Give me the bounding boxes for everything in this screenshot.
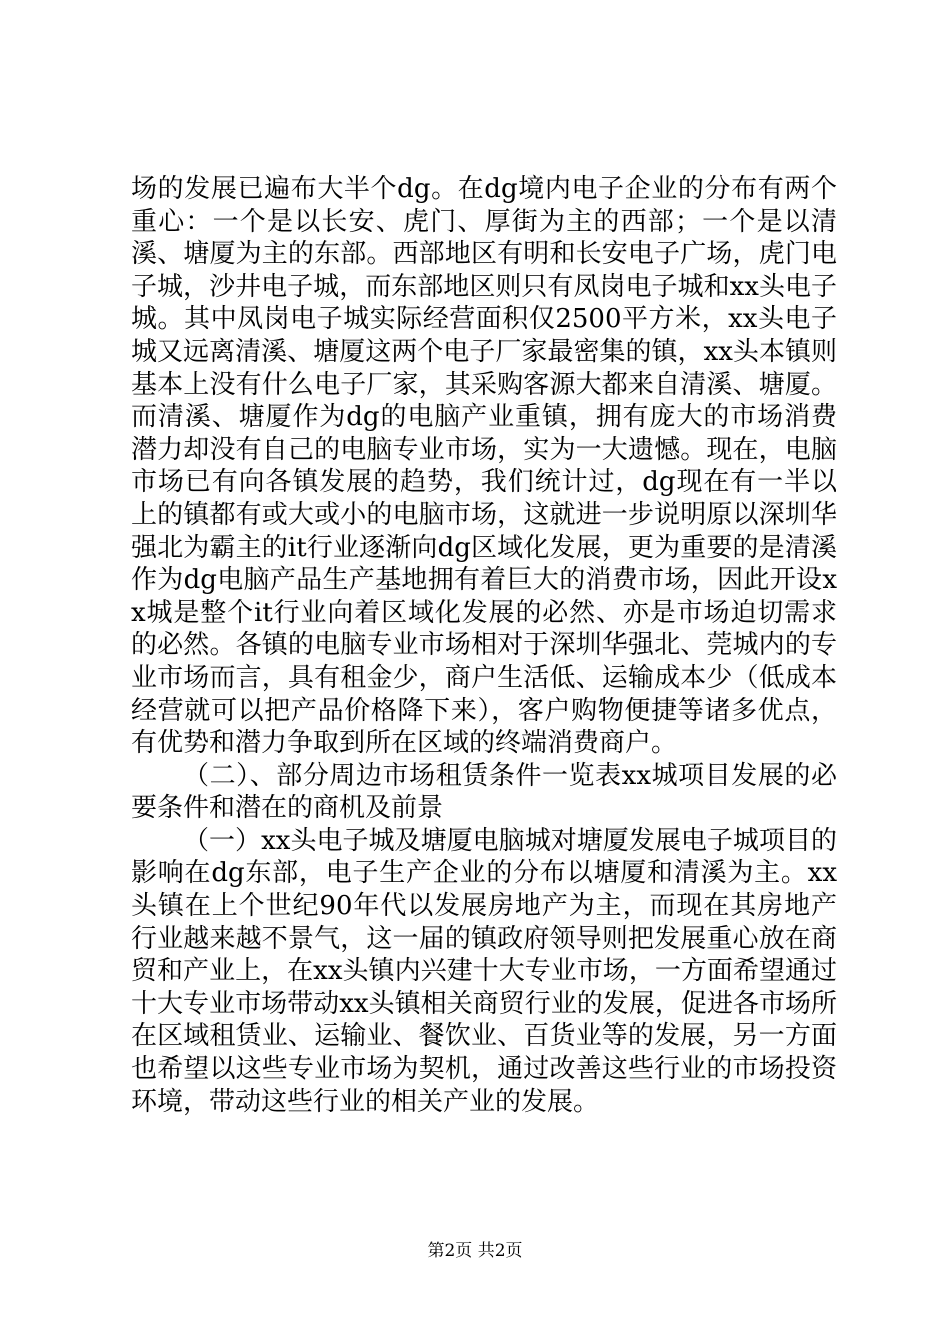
paragraph-continuation: 场的发展已遍布大半个dg。在dg境内电子企业的分布有两个重心：一个是以长安、虎门、厚街为主的西部；一个是以清溪、塘厦为主的东部。西部地区有明和长安电子广场，虎门电子城，沙井电子城，而东部地区则只有凤岗电子城和xx头电子城。其中凤岗电子城实际经营面积仅2500平方米，xx头电子城又远离清溪、塘厦这两个电子厂家最密集的镇，xx头本镇则基本上没有什么电子厂家，其采购客源大都来自清溪、塘厦。而清溪、塘厦作为dg的电脑产业重镇，拥有庞大的市场消费潜力却没有自己的电脑专业市场，实为一大遗憾。现在，电脑市场已有向各镇发展的趋势，我们统计过，dg现在有一半以上的镇都有或大或小的电脑市场，这就进一步说明原以深圳华强北为霸主的it行业逐渐向dg区域化发展，更为重要的是清溪作为dg电脑产品生产基地拥有着巨大的消费市场，因此开设xx城是整个it行业向着区域化发展的必然、亦是市场迫切需求的必然。各镇的电脑专业市场相对于深圳华强北、莞城内的专业市场而言，具有租金少，商户生活低、运输成本少（低成本经营就可以把产品价格降下来），客户购物便捷等诸多优点，有优势和潜力争取到所在区域的终端消费商户。 bbox=[131, 174, 837, 759]
paragraph-section-two: （二）、部分周边市场租赁条件一览表xx城项目发展的必要条件和潜在的商机及前景 bbox=[131, 760, 837, 824]
document-body bbox=[131, 173, 837, 1118]
page-footer: 第2页 共2页 bbox=[427, 1241, 523, 1261]
paragraph-section-one: （一）xx头电子城及塘厦电脑城对塘厦发展电子城项目的影响在dg东部，电子生产企业的分布以塘厦和清溪为主。xx头镇在上个世纪90年代以发展房地产为主，而现在其房地产行业越来越不景气，这一届的镇政府领导则把发展重心放在商贸和产业上，在xx头镇内兴建十大专业市场，一方面希望通过十大专业市场带动xx头镇相关商贸行业的发展，促进各市场所在区域租赁业、运输业、餐饮业、百货业等的发展，另一方面也希望以这些专业市场为契机，通过改善这些行业的市场投资环境，带动这些行业的相关产业的发展。 bbox=[131, 825, 837, 1117]
